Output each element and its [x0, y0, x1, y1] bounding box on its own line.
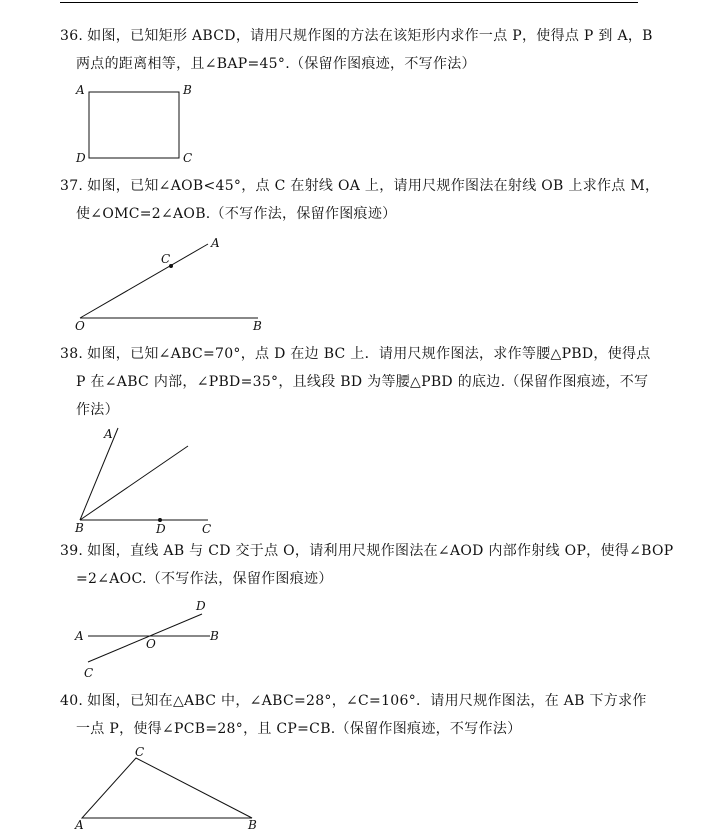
problem-text: 如图，已知在△ABC 中，∠ABC=28°，∠C=106°．请用尺规作图法，在 AB 下方求作 — [87, 693, 647, 709]
triangle-abc-figure — [70, 744, 270, 830]
label-o: O — [75, 319, 85, 333]
problem-37-line-2: 使∠OMC=2∠AOB.（不写作法，保留作图痕迹） — [76, 206, 397, 222]
label-c: C — [84, 666, 94, 680]
intersecting-lines-figure — [70, 596, 230, 686]
label-b: B — [248, 818, 257, 830]
line-cd — [88, 614, 202, 662]
label-o: O — [146, 637, 156, 651]
problem-40-line-2: 一点 P，使得∠PCB=28°，且 CP=CB.（保留作图痕迹，不写作法） — [76, 721, 522, 737]
label-d: D — [156, 522, 166, 536]
label-c: C — [135, 745, 145, 759]
problem-number: 37. — [60, 178, 84, 194]
label-a: A — [76, 83, 85, 97]
problem-39-line-1 — [60, 542, 673, 560]
top-rule — [60, 2, 638, 3]
label-d: D — [76, 151, 86, 165]
label-b: B — [183, 83, 192, 97]
label-b: B — [253, 319, 262, 333]
label-a: A — [75, 818, 84, 830]
problem-37-line-1 — [60, 177, 659, 195]
problem-number: 39. — [60, 543, 84, 559]
angle-abc-figure — [70, 424, 220, 539]
problem-number: 40. — [60, 693, 84, 709]
label-d: D — [196, 599, 206, 613]
problem-36-line-2: 两点的距离相等，且∠BAP=45°.（保留作图痕迹，不写作法） — [76, 56, 476, 72]
label-b: B — [75, 521, 84, 535]
ray-from-b — [80, 446, 188, 520]
triangle-abc — [82, 758, 252, 818]
label-a: A — [211, 236, 220, 250]
problem-40-line-1 — [60, 692, 647, 710]
ray-oa — [80, 244, 208, 318]
label-c: C — [202, 522, 212, 536]
problem-38-line-2: P 在∠ABC 内部，∠PBD=35°，且线段 BD 为等腰△PBD 的底边.（保留作图痕迹，不写 — [76, 374, 649, 390]
rectangle-abcd-figure — [70, 80, 210, 170]
problem-38-line-3: 作法） — [76, 402, 119, 418]
label-b: B — [210, 629, 219, 643]
problem-number: 36. — [60, 28, 84, 44]
problem-text: 如图，直线 AB 与 CD 交于点 O，请利用尺规作图法在∠AOD 内部作射线 OP，使得∠BOP — [87, 543, 674, 559]
rectangle-abcd — [89, 92, 179, 158]
problem-39-line-2: =2∠AOC.（不写作法，保留作图痕迹） — [76, 571, 333, 587]
problem-text: 如图，已知∠ABC=70°，点 D 在边 BC 上．请用尺规作图法，求作等腰△PBD，使得点 — [87, 346, 651, 362]
label-a: A — [75, 629, 84, 643]
label-c: C — [161, 252, 171, 266]
angle-aob-figure — [70, 232, 270, 332]
problem-text: 如图，已知∠AOB<45°，点 C 在射线 OA 上，请用尺规作图法在射线 OB 上求作点 M， — [87, 178, 660, 194]
ray-ba — [80, 428, 118, 520]
problem-text: 如图，已知矩形 ABCD，请用尺规作图的方法在该矩形内求作一点 P，使得点 P 到 A，B — [87, 28, 653, 44]
label-c: C — [183, 151, 193, 165]
problem-38-line-1 — [60, 345, 651, 363]
label-a: A — [104, 427, 113, 441]
problem-36-line-1 — [60, 27, 653, 45]
problem-number: 38. — [60, 346, 84, 362]
